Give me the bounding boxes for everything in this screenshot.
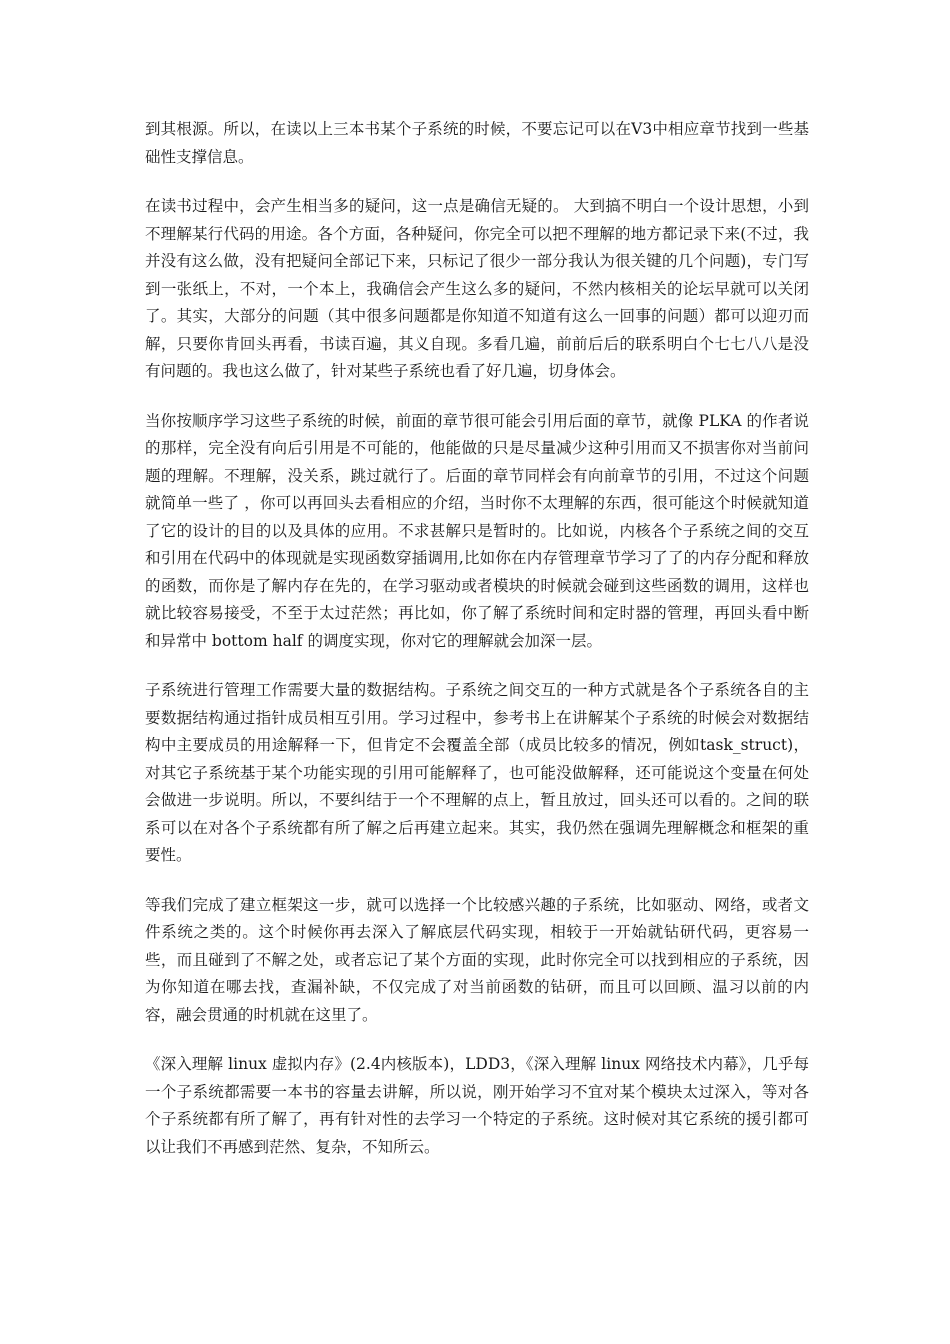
paragraph-2: 在读书过程中，会产生相当多的疑问，这一点是确信无疑的。 大到搞不明白一个设计思想，小到不理解某行代码的用途。各个方面，各种疑问，你完全可以把不理解的地方都记录下来(不过，我并没有这么做，没有把疑问全部记下来，只标记了很少一部分我认为很关键的几个问题)，专门写到一张纸上，不对，一个本上，我确信会产生这么多的疑问，不然内核相关的论坛早就可以关闭了。其实，大部分的问题（其中很多问题都是你知道不知道有这么一回事的问题）都可以迎刃而解，只要你肯回头再看，书读百遍，其义自现。多看几遍，前前后后的联系明白个七七八八是没有问题的。我也这么做了，针对某些子系统也看了好几遍，切身体会。 [145,197,809,380]
paragraph-6: 《深入理解 linux 虚拟内存》(2.4内核版本)，LDD3，《深入理解 linux 网络技术内幕》，几乎每一个子系统都需要一本书的容量去讲解，所以说，刚开始学习不宜对某个模块太过深入，等对各个子系统都有所了解了，再有针对性的去学习一个特定的子系统。这时候对其它系统的援引都可以让我们不再感到茫然、复杂，不知所云。 [145,1055,809,1156]
document-body [145,116,809,1183]
paragraph-3: 当你按顺序学习这些子系统的时候，前面的章节很可能会引用后面的章节，就像 PLKA 的作者说的那样，完全没有向后引用是不可能的，他能做的只是尽量减少这种引用而又不损害你对当前问题的理解。不理解，没关系，跳过就行了。后面的章节同样会有向前章节的引用，不过这个问题就简单一些了 ，你可以再回头去看相应的介绍，当时你不太理解的东西，很可能这个时候就知道了它的设计的目的以及具体的应用。不求甚解只是暂时的。比如说，内核各个子系统之间的交互和引用在代码中的体现就是实现函数穿插调用,比如你在内存管理章节学习了了的内存分配和释放的函数，而你是了解内存在先的，在学习驱动或者模块的时候就会碰到这些函数的调用，这样也就比较容易接受，不至于太过茫然；再比如，你了解了系统时间和定时器的管理，再回头看中断和异常中 bottom half 的调度实现，你对它的理解就会加深一层。 [145,411,809,650]
paragraph-1: 到其根源。所以，在读以上三本书某个子系统的时候，不要忘记可以在V3中相应章节找到一些基础性支撑信息。 [145,120,809,166]
paragraph-4: 子系统进行管理工作需要大量的数据结构。子系统之间交互的一种方式就是各个子系统各自的主要数据结构通过指针成员相互引用。学习过程中，参考书上在讲解某个子系统的时候会对数据结构中主要成员的用途解释一下，但肯定不会覆盖全部（成员比较多的情况，例如task_struct)，对其它子系统基于某个功能实现的引用可能解释了，也可能没做解释，还可能说这个变量在何处会做进一步说明。所以，不要纠结于一个不理解的点上，暂且放过，回头还可以看的。之间的联系可以在对各个子系统都有所了解之后再建立起来。其实，我仍然在强调先理解概念和框架的重要性。 [145,681,809,864]
paragraph-5: 等我们完成了建立框架这一步，就可以选择一个比较感兴趣的子系统，比如驱动、网络，或者文件系统之类的。这个时候你再去深入了解底层代码实现，相较于一开始就钻研代码，更容易一些，而且碰到了不解之处，或者忘记了某个方面的实现，此时你完全可以找到相应的子系统，因为你知道在哪去找，查漏补缺，不仅完成了对当前函数的钻研，而且可以回顾、温习以前的内容，融会贯通的时机就在这里了。 [145,895,809,1024]
